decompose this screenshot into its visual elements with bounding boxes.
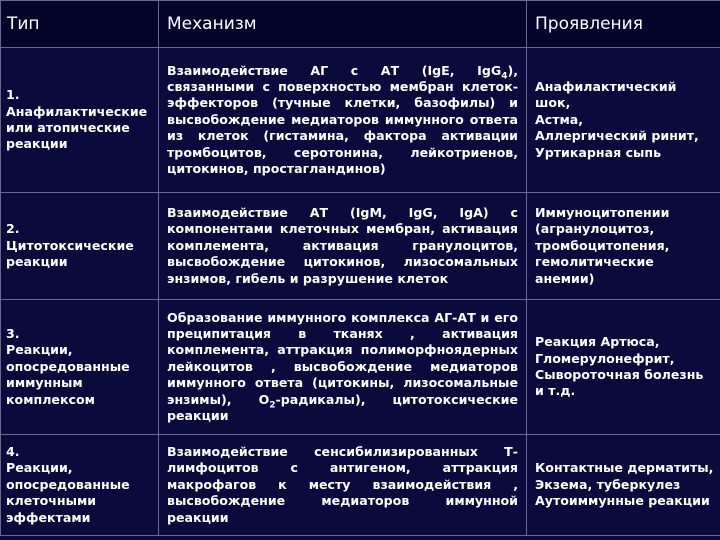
type-line: 3. bbox=[6, 325, 20, 341]
type-line: Цитотоксические bbox=[6, 237, 134, 253]
mechanism-cell bbox=[159, 300, 527, 435]
type-line: комплексом bbox=[6, 391, 95, 407]
type-cell bbox=[1, 300, 159, 435]
mechanism-cell bbox=[159, 48, 527, 193]
type-line: опосредованные bbox=[6, 358, 130, 374]
type-line: Анафилактические bbox=[6, 103, 148, 119]
subscript: 2 bbox=[269, 400, 276, 411]
manifestation-line: анемии) bbox=[535, 270, 595, 286]
type-cell bbox=[1, 435, 159, 536]
type-line: или атопические bbox=[6, 120, 130, 135]
type-line: Реакции, bbox=[6, 460, 73, 476]
subscript: 4 bbox=[501, 71, 508, 82]
type-line: 4. bbox=[6, 443, 20, 459]
type-line: реакции bbox=[6, 254, 68, 270]
table-row bbox=[1, 300, 720, 435]
type-line: клеточными bbox=[6, 493, 97, 509]
manifestation-line: Контактные дерматиты, bbox=[535, 460, 714, 476]
header-manifestations: Проявления bbox=[527, 1, 720, 48]
manifestation-line: (агранулоцитоз, bbox=[535, 221, 655, 237]
table-row bbox=[1, 48, 720, 193]
manifestations-cell bbox=[527, 300, 720, 435]
header-mechanism: Механизм bbox=[159, 1, 527, 48]
table-row bbox=[1, 193, 720, 300]
manifestations-cell bbox=[527, 193, 720, 300]
mechanism-text: Образование иммунного комплекса АГ-АТ и его преципитация в тканях , активация комплемента, аттракция полиморфноядерных лейкоцитов , высвобождение медиаторов иммунного ответа (цитокины, лизосомальные энзимы), О bbox=[167, 309, 518, 407]
type-cell bbox=[1, 193, 159, 300]
manifestations-cell bbox=[527, 48, 720, 193]
mechanism-text: ), связанными с поверхностью мембран клеток-эффекторов (тучные клетки, базофилы) и высвобождение медиаторов иммунного ответа из клеток (гистамина, фактора активации тромбоцитов, серотонина, лейкотриенов, цитокинов, простагландинов) bbox=[167, 62, 518, 177]
type-line: Реакции, bbox=[6, 342, 73, 358]
manifestation-line: тромбоцитопения, bbox=[535, 237, 670, 253]
manifestation-line: гемолитические bbox=[535, 254, 654, 270]
type-cell bbox=[1, 48, 159, 193]
type-line: 1. bbox=[6, 87, 20, 103]
type-line: иммунным bbox=[6, 375, 83, 391]
mechanism-text: Взаимодействие АГ с АТ (IgE, IgG bbox=[167, 62, 502, 78]
manifestation-line: Анафилактический bbox=[535, 78, 677, 94]
type-line: реакции bbox=[6, 136, 68, 152]
manifestation-line: Реакция Артюса, bbox=[535, 334, 660, 350]
mechanism-cell: Взаимодействие сенсибилизированных Т-лимфоцитов с антигеном, аттракция макрофагов к месту взаимодействия , высвобождение медиаторов иммунной реакции bbox=[159, 435, 527, 536]
manifestation-line: Иммуноцитопении bbox=[535, 204, 670, 220]
manifestation-line: и т.д. bbox=[535, 383, 576, 399]
mechanism-cell: Взаимодействие АТ (IgM, IgG, IgA) с компонентами клеточных мембран, активация комплемента, активация гранулоцитов, высвобождение цитокинов, лизосомальных энзимов, гибель и разрушение клеток bbox=[159, 193, 527, 300]
mechanism-text: -радикалы), цитотоксические реакции bbox=[167, 391, 518, 424]
manifestations-cell bbox=[527, 435, 720, 536]
header-row bbox=[1, 1, 720, 48]
manifestation-line: Гломерулонефрит, bbox=[535, 350, 675, 366]
manifestation-line: Экзема, туберкулез bbox=[535, 476, 681, 492]
table-row bbox=[1, 435, 720, 536]
manifestation-line: Аллергический ринит, bbox=[535, 128, 699, 144]
manifestation-line: Астма, bbox=[535, 111, 584, 127]
type-line: опосредованные bbox=[6, 476, 130, 492]
manifestation-line: Сывороточная болезнь bbox=[535, 367, 704, 382]
type-line: эффектами bbox=[6, 509, 91, 525]
manifestation-line: Аутоиммунные реакции bbox=[535, 493, 710, 509]
manifestation-line: шок, bbox=[535, 95, 571, 111]
type-line: 2. bbox=[6, 221, 20, 237]
header-type: Тип bbox=[1, 1, 159, 48]
manifestation-line: Уртикарная сыпь bbox=[535, 144, 662, 160]
